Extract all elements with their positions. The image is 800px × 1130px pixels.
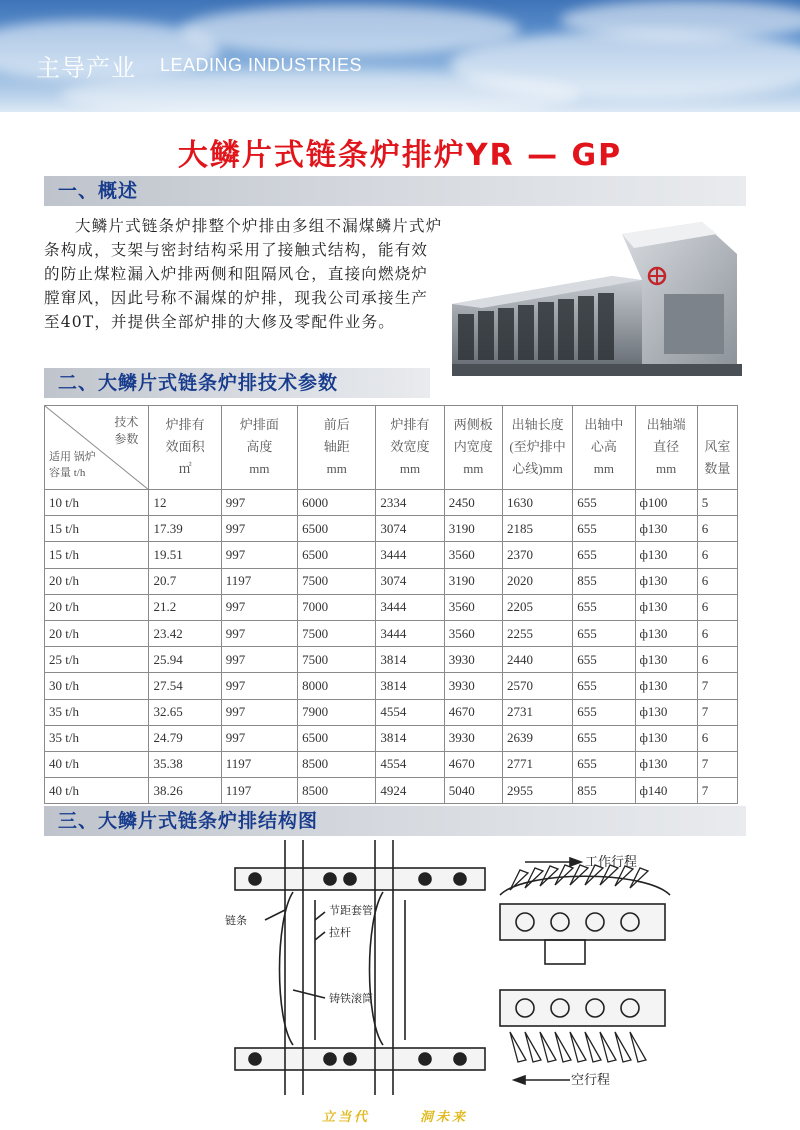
value-cell: 3444: [376, 620, 444, 646]
value-cell: 997: [221, 673, 297, 699]
table-header-row: [45, 406, 738, 490]
value-cell: 5040: [444, 778, 502, 804]
value-cell: 855: [573, 568, 635, 594]
value-cell: 6: [697, 516, 737, 542]
value-cell: ф130: [635, 568, 697, 594]
table-row: [45, 542, 738, 568]
value-cell: 4554: [376, 699, 444, 725]
value-cell: 7: [697, 778, 737, 804]
page-title: 大鳞片式链条炉排炉YR — GP: [177, 138, 623, 173]
value-cell: 32.65: [149, 699, 221, 725]
banner-subtitle: LEADING INDUSTRIES: [160, 55, 363, 75]
value-cell: 12: [149, 490, 221, 516]
value-cell: 3930: [444, 673, 502, 699]
value-cell: 997: [221, 516, 297, 542]
column-header: 前后 轴距 mm: [298, 406, 376, 490]
value-cell: 2440: [502, 647, 572, 673]
capacity-cell: 20 t/h: [45, 620, 149, 646]
column-header: 炉排有 效面积 ㎡: [149, 406, 221, 490]
value-cell: 7000: [298, 594, 376, 620]
capacity-cell: 15 t/h: [45, 542, 149, 568]
table-row: [45, 516, 738, 542]
value-cell: 2570: [502, 673, 572, 699]
value-cell: 3930: [444, 647, 502, 673]
label-idle-travel: 空行程: [571, 1073, 611, 1088]
value-cell: 2771: [502, 751, 572, 777]
value-cell: 7900: [298, 699, 376, 725]
value-cell: 1197: [221, 568, 297, 594]
value-cell: ф130: [635, 673, 697, 699]
column-header: 出轴长度 (至炉排中 心线)mm: [502, 406, 572, 490]
value-cell: 25.94: [149, 647, 221, 673]
value-cell: ф130: [635, 751, 697, 777]
value-cell: ф130: [635, 725, 697, 751]
value-cell: 3190: [444, 568, 502, 594]
value-cell: 655: [573, 673, 635, 699]
label-spacer-tube: 节距套管: [329, 904, 373, 917]
value-cell: ф130: [635, 516, 697, 542]
value-cell: 3814: [376, 647, 444, 673]
column-header: 炉排面 高度 mm: [221, 406, 297, 490]
value-cell: 3814: [376, 673, 444, 699]
table-row: [45, 594, 738, 620]
footer-slogan-left: 立当代: [322, 1110, 371, 1125]
table-row: [45, 568, 738, 594]
value-cell: 7: [697, 673, 737, 699]
value-cell: 3814: [376, 725, 444, 751]
value-cell: 6500: [298, 516, 376, 542]
value-cell: ф130: [635, 594, 697, 620]
header-banner: [0, 0, 800, 112]
value-cell: 6: [697, 725, 737, 751]
value-cell: 8000: [298, 673, 376, 699]
table-row: [45, 620, 738, 646]
value-cell: 7500: [298, 568, 376, 594]
spec-table: [44, 405, 738, 804]
table-row: [45, 647, 738, 673]
table-body: [45, 490, 738, 804]
value-cell: 7500: [298, 647, 376, 673]
value-cell: 997: [221, 620, 297, 646]
value-cell: 19.51: [149, 542, 221, 568]
value-cell: 655: [573, 490, 635, 516]
section-structure-heading: 三、大鳞片式链条炉排结构图: [44, 806, 746, 836]
value-cell: 4670: [444, 699, 502, 725]
table-row: [45, 490, 738, 516]
value-cell: 2255: [502, 620, 572, 646]
value-cell: 21.2: [149, 594, 221, 620]
value-cell: 6: [697, 568, 737, 594]
value-cell: 4670: [444, 751, 502, 777]
capacity-cell: 20 t/h: [45, 594, 149, 620]
value-cell: 3560: [444, 594, 502, 620]
value-cell: 2955: [502, 778, 572, 804]
value-cell: 3560: [444, 620, 502, 646]
capacity-cell: 30 t/h: [45, 673, 149, 699]
banner-title: 主导产业: [36, 54, 136, 82]
capacity-cell: 40 t/h: [45, 778, 149, 804]
capacity-cell: 35 t/h: [45, 699, 149, 725]
value-cell: 2450: [444, 490, 502, 516]
column-header: 两侧板 内宽度 mm: [444, 406, 502, 490]
value-cell: 3444: [376, 542, 444, 568]
table-row: [45, 699, 738, 725]
value-cell: ф130: [635, 699, 697, 725]
value-cell: 4924: [376, 778, 444, 804]
value-cell: 38.26: [149, 778, 221, 804]
value-cell: ф130: [635, 647, 697, 673]
value-cell: 35.38: [149, 751, 221, 777]
value-cell: 3074: [376, 568, 444, 594]
value-cell: 997: [221, 594, 297, 620]
table-row: [45, 751, 738, 777]
value-cell: 1197: [221, 751, 297, 777]
value-cell: 5: [697, 490, 737, 516]
capacity-cell: 20 t/h: [45, 568, 149, 594]
value-cell: 27.54: [149, 673, 221, 699]
capacity-cell: 40 t/h: [45, 751, 149, 777]
value-cell: 655: [573, 647, 635, 673]
table-corner-cell: [45, 406, 149, 490]
value-cell: 655: [573, 516, 635, 542]
value-cell: ф130: [635, 620, 697, 646]
value-cell: 4554: [376, 751, 444, 777]
value-cell: 6: [697, 542, 737, 568]
value-cell: 655: [573, 594, 635, 620]
column-header: 风室 数量: [697, 406, 737, 490]
value-cell: 17.39: [149, 516, 221, 542]
value-cell: 655: [573, 620, 635, 646]
value-cell: 2205: [502, 594, 572, 620]
value-cell: 3190: [444, 516, 502, 542]
value-cell: 655: [573, 751, 635, 777]
value-cell: 1630: [502, 490, 572, 516]
value-cell: 7: [697, 751, 737, 777]
value-cell: 997: [221, 725, 297, 751]
value-cell: 24.79: [149, 725, 221, 751]
label-chain: 链条: [225, 914, 247, 927]
value-cell: 7500: [298, 620, 376, 646]
value-cell: 3560: [444, 542, 502, 568]
corner-bottom-label: 适用 锅炉 容量 t/h: [49, 451, 96, 479]
value-cell: 2639: [502, 725, 572, 751]
value-cell: 23.42: [149, 620, 221, 646]
label-tie-rod: 拉杆: [329, 926, 351, 939]
value-cell: 6000: [298, 490, 376, 516]
value-cell: 997: [221, 542, 297, 568]
value-cell: 6: [697, 647, 737, 673]
value-cell: 997: [221, 699, 297, 725]
corner-top-label: 技术 参数: [114, 415, 139, 446]
value-cell: 2731: [502, 699, 572, 725]
value-cell: 6500: [298, 725, 376, 751]
overview-text: 大鳞片式链条炉排整个炉排由多组不漏煤鳞片式炉条构成，支架与密封结构采用了接触式结构，能有效的防止煤粒漏入炉排两侧和阻隔风仓，直接向燃烧炉膛窜风，因此号称不漏煤的炉排，现我公司承接生产至40T，并提供全部炉排的大修及零配件业务。: [44, 217, 443, 331]
value-cell: 6: [697, 594, 737, 620]
capacity-cell: 15 t/h: [45, 516, 149, 542]
value-cell: 655: [573, 725, 635, 751]
value-cell: 655: [573, 699, 635, 725]
capacity-cell: 10 t/h: [45, 490, 149, 516]
column-header: 炉排有 效宽度 mm: [376, 406, 444, 490]
value-cell: 997: [221, 647, 297, 673]
capacity-cell: 25 t/h: [45, 647, 149, 673]
value-cell: 3074: [376, 516, 444, 542]
value-cell: 997: [221, 490, 297, 516]
value-cell: 2185: [502, 516, 572, 542]
footer-slogan-right: 洞未来: [420, 1110, 469, 1125]
value-cell: 3930: [444, 725, 502, 751]
label-work-travel: 工作行程: [585, 855, 638, 870]
structure-diagram: [225, 840, 745, 1095]
column-header: 出轴端 直径 mm: [635, 406, 697, 490]
section-params-heading: 二、大鳞片式链条炉排技术参数: [44, 368, 430, 398]
value-cell: 855: [573, 778, 635, 804]
table-row: [45, 778, 738, 804]
value-cell: 2020: [502, 568, 572, 594]
boiler-photo: [452, 214, 742, 376]
value-cell: ф130: [635, 542, 697, 568]
value-cell: ф100: [635, 490, 697, 516]
value-cell: 20.7: [149, 568, 221, 594]
value-cell: 8500: [298, 751, 376, 777]
label-roller: 铸铁滚筒: [329, 992, 373, 1005]
value-cell: 6500: [298, 542, 376, 568]
column-header: 出轴中 心高 mm: [573, 406, 635, 490]
value-cell: 655: [573, 542, 635, 568]
value-cell: 8500: [298, 778, 376, 804]
value-cell: 3444: [376, 594, 444, 620]
section-overview-heading: 一、概述: [44, 176, 746, 206]
value-cell: 2370: [502, 542, 572, 568]
value-cell: 2334: [376, 490, 444, 516]
value-cell: 6: [697, 620, 737, 646]
value-cell: 1197: [221, 778, 297, 804]
table-row: [45, 673, 738, 699]
value-cell: ф140: [635, 778, 697, 804]
capacity-cell: 35 t/h: [45, 725, 149, 751]
value-cell: 7: [697, 699, 737, 725]
table-row: [45, 725, 738, 751]
